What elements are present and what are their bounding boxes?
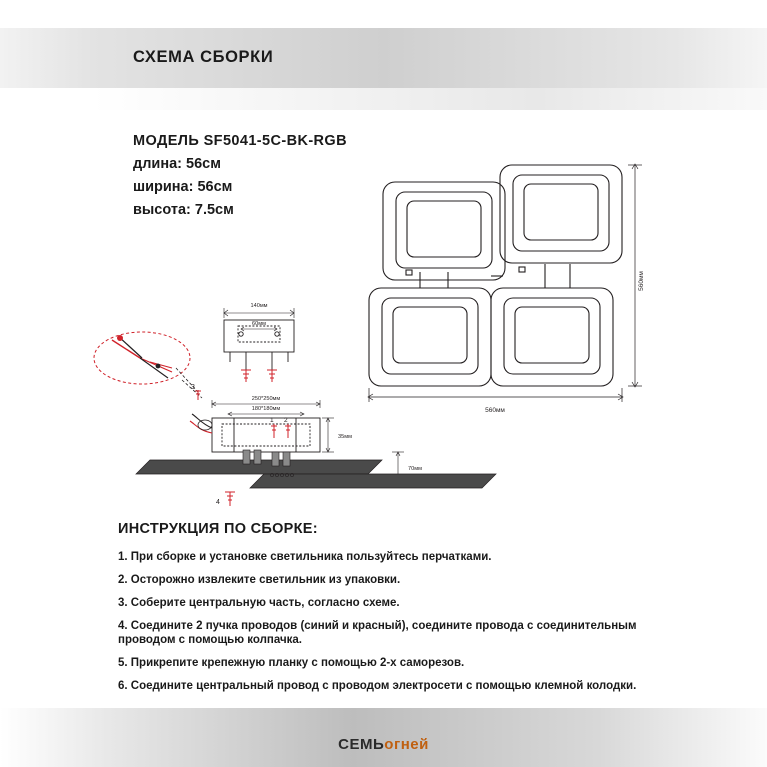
module-top-right [500,165,622,263]
list-item-continuation: проводом с помощью колпачка. [118,634,302,646]
screw-icons [241,370,277,382]
model-line [133,130,347,153]
dimension-body-height [322,418,334,452]
list-item: 3. Соберите центральную часть, согласно схеме. [118,597,400,609]
dimension-overall-height [628,164,642,387]
header-band-shadow [0,88,767,110]
callout-4-screw-icon [225,492,235,506]
model-label: МОДЕЛЬ [133,133,200,149]
dimension-bracket-outer-label: 250*250мм [251,396,281,402]
screw-icon-right [267,370,277,382]
base-bars-view [136,450,496,488]
dimension-bracket-inner [228,412,304,416]
dimension-overall-width [368,388,623,402]
dimension-plate-width [224,308,294,318]
dimension-base-height-label: 70мм [408,466,422,472]
callout-1-label: 1 [270,417,274,424]
dimension-plate-inner [241,327,277,331]
header-band [0,28,767,88]
callout-2-arrow [285,424,291,438]
module-bottom-right [491,288,613,386]
callout-2-label: 2 [284,417,288,424]
instructions-list [118,550,678,702]
dimension-overall-width-label: 560мм [485,407,505,414]
list-item: 5. Прикрепите крепежную планку с помощью 2-х саморезов. [118,657,465,669]
callout-3-label: 3 [191,384,195,391]
spec-height: высота: 7.5см [133,202,234,218]
dimension-bracket-outer [212,400,320,408]
dimension-bracket-inner-label: 180*180мм [251,406,281,412]
screw-icon-left [241,370,251,382]
callout-4-label: 4 [216,499,220,506]
module-top-left [383,182,505,280]
page-title: СХЕМА СБОРКИ [133,48,274,66]
wire-callout [94,332,202,398]
fixture-body-view [190,414,320,452]
list-item: 4. Соедините 2 пучка проводов (синий и красный), соедините провода с соединительным [118,620,637,632]
list-item: 2. Осторожно извлеките светильник из упаковки. [118,574,401,586]
dimension-overall-height-label: 560мм [638,271,645,291]
module-bottom-left [369,288,491,386]
spec-length: длина: 56см [133,156,221,172]
list-item: 1. При сборке и установке светильника пользуйтесь перчатками. [118,551,492,563]
spec-width: ширина: 56см [133,179,233,195]
dimension-plate-width-label: 140мм [250,303,268,309]
module-connectors [406,264,570,288]
brand-logo-dark: СЕМЬ [338,736,385,753]
brand-logo [0,736,767,753]
callout-1-arrow [271,424,277,438]
dimension-base-height [392,452,404,486]
dimension-body-height-label: 35мм [338,434,352,440]
instructions-title: ИНСТРУКЦИЯ ПО СБОРКЕ: [118,521,318,537]
list-item: 6. Соедините центральный провод с проводом электросети с помощью клемной колодки. [118,680,637,692]
brand-logo-accent: огней [384,736,429,753]
mounting-plate-view [224,320,294,370]
callout-3-arrow [195,390,201,400]
lamp-modules-view [369,165,622,386]
dimension-plate-inner-label: 60мм [252,321,266,327]
model-value: SF5041-5C-BK-RGB [203,133,347,149]
spec-block [133,130,347,222]
